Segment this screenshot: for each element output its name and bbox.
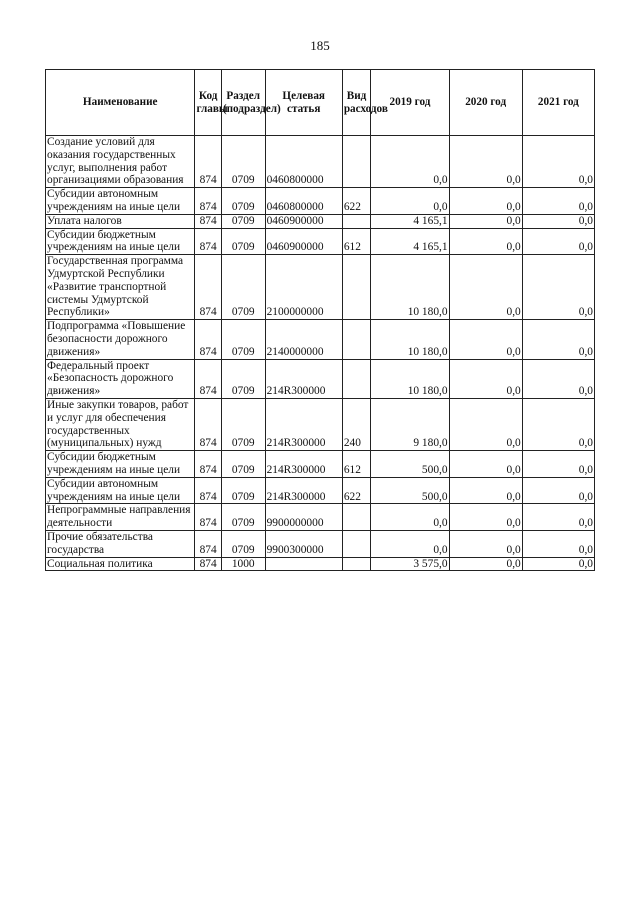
row-2021: 0,0 [522,214,594,228]
row-2019: 4 165,1 [371,228,449,255]
page-number: 185 [310,38,330,53]
row-code: 874 [195,214,221,228]
row-code: 874 [195,557,221,571]
row-name: Иные закупки товаров, работ и услуг для обеспечения государственных (муниципальных) нужд [46,398,195,450]
table-row [46,320,595,359]
row-name: Субсидии бюджетным учреждениям на иные цели [46,451,195,478]
row-2020: 0,0 [449,398,522,450]
row-expense [342,136,370,188]
row-section: 0709 [221,255,265,320]
row-code: 874 [195,398,221,450]
row-2020: 0,0 [449,228,522,255]
row-code: 874 [195,530,221,557]
row-expense: 612 [342,228,370,255]
row-2019: 500,0 [371,451,449,478]
row-target: 214R300000 [265,398,342,450]
row-2020: 0,0 [449,188,522,215]
row-name: Подпрограмма «Повышение безопасности дорожного движения» [46,320,195,359]
row-name: Федеральный проект «Безопасность дорожного движения» [46,359,195,398]
row-section: 1000 [221,557,265,571]
row-name: Субсидии автономным учреждениям на иные цели [46,477,195,504]
table-row [46,136,595,188]
row-target: 214R300000 [265,451,342,478]
table-row [46,398,595,450]
row-code: 874 [195,136,221,188]
row-section: 0709 [221,214,265,228]
row-2019: 0,0 [371,188,449,215]
row-2019: 9 180,0 [371,398,449,450]
row-name: Уплата налогов [46,214,195,228]
row-2021: 0,0 [522,477,594,504]
header-target: Целевая статья [265,70,342,136]
table-row [46,255,595,320]
row-2019: 0,0 [371,136,449,188]
row-target: 2140000000 [265,320,342,359]
row-section: 0709 [221,451,265,478]
row-code: 874 [195,320,221,359]
row-name: Социальная политика [46,557,195,571]
row-2021: 0,0 [522,228,594,255]
row-name: Государственная программа Удмуртской Республики «Развитие транспортной системы Удмуртской Республики» [46,255,195,320]
row-2021: 0,0 [522,557,594,571]
row-2019: 0,0 [371,504,449,531]
table-row [46,188,595,215]
row-expense: 622 [342,477,370,504]
header-code: Код главы [195,70,221,136]
row-2020: 0,0 [449,320,522,359]
header-2020: 2020 год [449,70,522,136]
row-code: 874 [195,255,221,320]
header-2019: 2019 год [371,70,449,136]
table-header-row [46,70,595,136]
row-expense [342,255,370,320]
row-2021: 0,0 [522,359,594,398]
row-code: 874 [195,504,221,531]
row-code: 874 [195,451,221,478]
table-row [46,214,595,228]
row-section: 0709 [221,228,265,255]
row-expense [342,530,370,557]
row-expense: 612 [342,451,370,478]
row-expense [342,557,370,571]
row-name: Прочие обязательства государства [46,530,195,557]
table-row [46,557,595,571]
row-name: Непрограммные направления деятельности [46,504,195,531]
row-section: 0709 [221,530,265,557]
row-2019: 500,0 [371,477,449,504]
row-2021: 0,0 [522,136,594,188]
row-target: 9900000000 [265,504,342,531]
row-2021: 0,0 [522,188,594,215]
row-target: 0460900000 [265,214,342,228]
row-2019: 10 180,0 [371,255,449,320]
row-2019: 0,0 [371,530,449,557]
header-name: Наименование [46,70,195,136]
row-section: 0709 [221,188,265,215]
row-2020: 0,0 [449,477,522,504]
row-2020: 0,0 [449,255,522,320]
row-2021: 0,0 [522,504,594,531]
table-row [46,530,595,557]
row-target: 214R300000 [265,477,342,504]
row-2020: 0,0 [449,530,522,557]
row-section: 0709 [221,136,265,188]
row-name: Субсидии бюджетным учреждениям на иные цели [46,228,195,255]
row-section: 0709 [221,320,265,359]
row-2021: 0,0 [522,530,594,557]
row-target [265,557,342,571]
row-2019: 3 575,0 [371,557,449,571]
row-target: 0460800000 [265,188,342,215]
row-target: 0460900000 [265,228,342,255]
row-2021: 0,0 [522,398,594,450]
table-row [46,477,595,504]
row-2020: 0,0 [449,504,522,531]
row-expense [342,320,370,359]
row-expense: 240 [342,398,370,450]
row-section: 0709 [221,398,265,450]
row-expense: 622 [342,188,370,215]
row-target: 2100000000 [265,255,342,320]
table-row [46,504,595,531]
header-2021: 2021 год [522,70,594,136]
row-2019: 10 180,0 [371,359,449,398]
row-target: 214R300000 [265,359,342,398]
row-2020: 0,0 [449,557,522,571]
row-name: Субсидии автономным учреждениям на иные цели [46,188,195,215]
row-code: 874 [195,188,221,215]
row-2021: 0,0 [522,320,594,359]
row-target: 9900300000 [265,530,342,557]
row-2020: 0,0 [449,451,522,478]
row-2020: 0,0 [449,359,522,398]
row-code: 874 [195,477,221,504]
row-2021: 0,0 [522,255,594,320]
row-2021: 0,0 [522,451,594,478]
row-2019: 10 180,0 [371,320,449,359]
row-2019: 4 165,1 [371,214,449,228]
table-row [46,359,595,398]
row-section: 0709 [221,477,265,504]
row-2020: 0,0 [449,136,522,188]
row-expense [342,214,370,228]
header-section: Раздел (подраздел) [221,70,265,136]
row-expense [342,359,370,398]
row-section: 0709 [221,359,265,398]
table-row [46,451,595,478]
row-target: 0460800000 [265,136,342,188]
header-expense: Вид расходов [342,70,370,136]
row-expense [342,504,370,531]
row-section: 0709 [221,504,265,531]
budget-table [45,69,595,571]
row-2020: 0,0 [449,214,522,228]
row-code: 874 [195,228,221,255]
row-name: Создание условий для оказания государственных услуг, выполнения работ организациями образования [46,136,195,188]
table-row [46,228,595,255]
row-code: 874 [195,359,221,398]
